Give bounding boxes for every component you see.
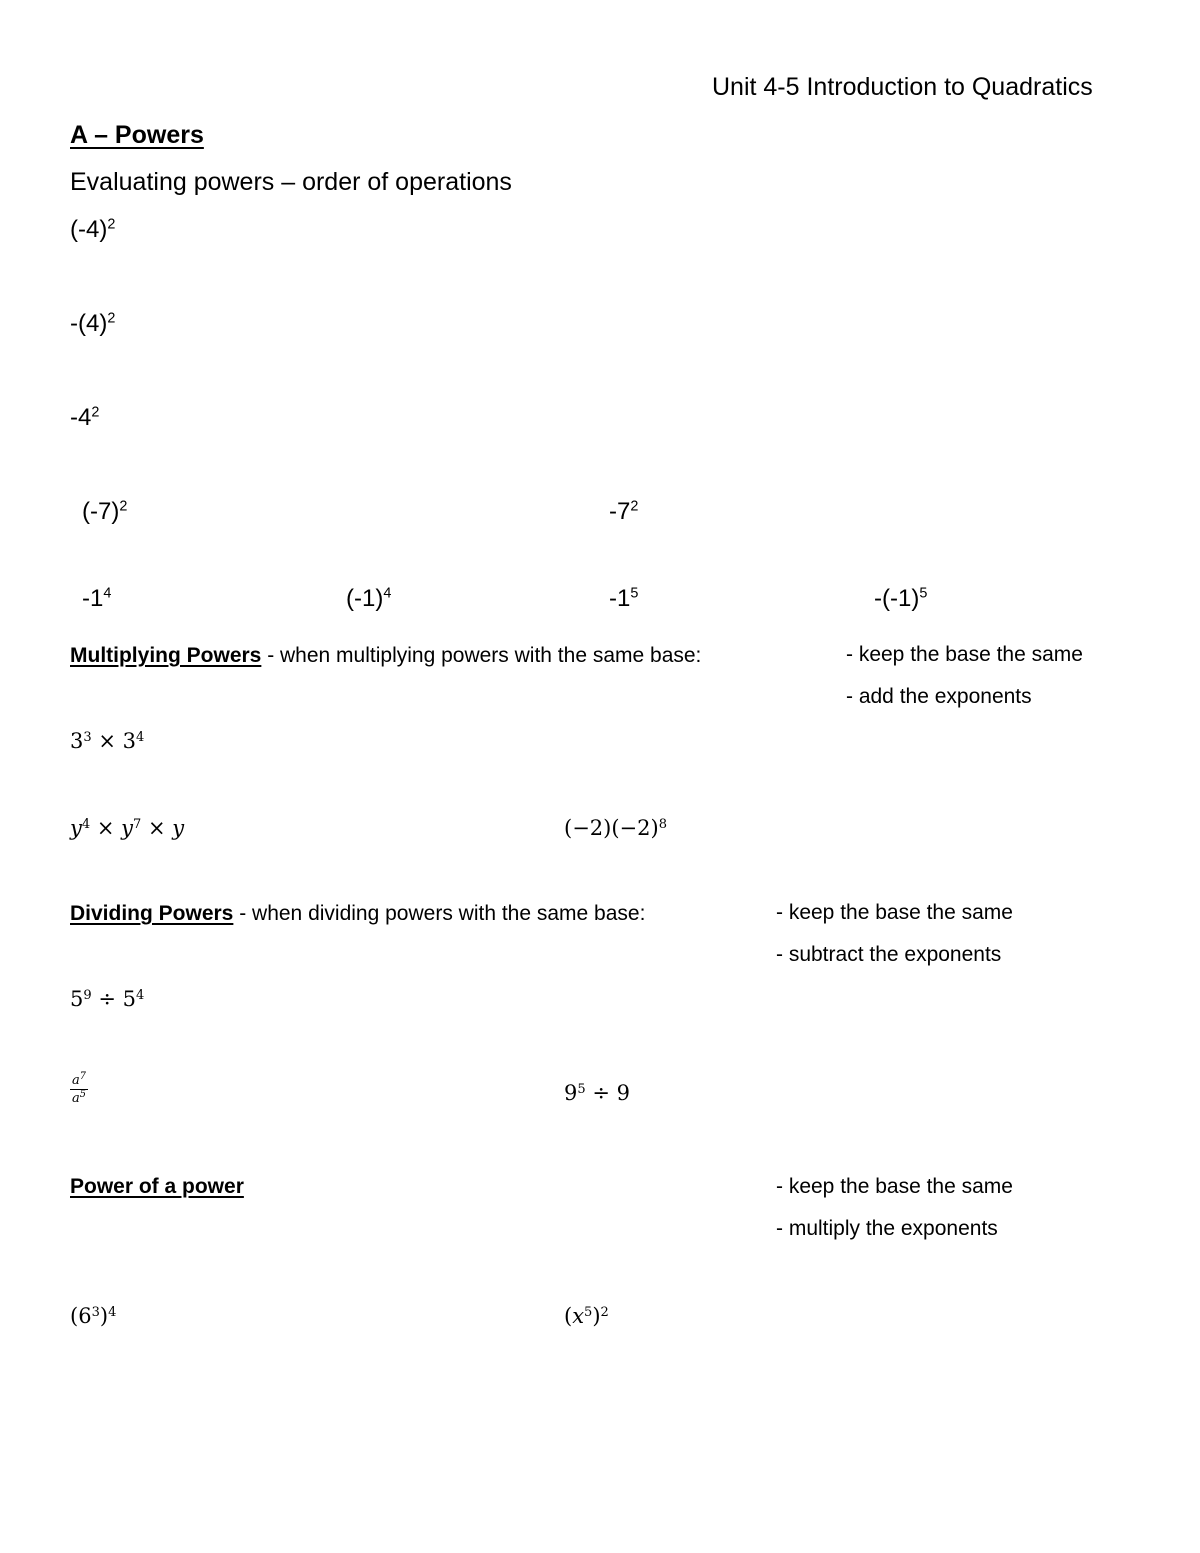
eval-problem-9: $-(-1)^5$ xyxy=(874,585,928,612)
multiplying-rule-2: - add the exponents xyxy=(846,685,1032,708)
unit-title: Unit 4-5 Introduction to Quadratics xyxy=(712,73,1093,101)
power-of-power-heading: Power of a power xyxy=(70,1175,244,1198)
eval-problem-6: $-1^4$ xyxy=(82,585,112,612)
multiplying-problem-3: $(-2)(-2)^8$ xyxy=(564,816,667,840)
eval-problem-8: $-1^5$ xyxy=(609,585,639,612)
power-of-power-problem-1: $(6^3)^4$ xyxy=(70,1304,117,1328)
eval-problem-7: $(-1)^4$ xyxy=(346,585,392,612)
dividing-rule-2: - subtract the exponents xyxy=(776,943,1002,966)
dividing-powers-heading: Dividing Powers xyxy=(70,902,234,925)
fraction-denominator: $a^5$ xyxy=(72,1089,86,1106)
eval-problem-4: $(-7)^2$ xyxy=(82,498,128,525)
fraction-numerator: $a^7$ xyxy=(72,1071,86,1088)
multiplying-rule-1: - keep the base the same xyxy=(846,643,1083,666)
evaluating-powers-heading: Evaluating powers – order of operations xyxy=(70,168,512,196)
multiplying-problem-1: $3^3 \times 3^4$ xyxy=(70,729,145,753)
dividing-rule-1: - keep the base the same xyxy=(776,901,1013,924)
eval-problem-1: $(-4)^2$ xyxy=(70,216,116,243)
multiplying-powers-line xyxy=(70,640,701,671)
multiplying-powers-description: - when multiplying powers with the same base: xyxy=(261,644,702,667)
dividing-problem-3: $9^5 \div 9$ xyxy=(564,1081,630,1105)
eval-problem-3: $-4^2$ xyxy=(70,404,100,431)
multiplying-problem-2: $y^4 \times y^7 \times y$ xyxy=(70,816,185,840)
power-of-power-rule-1: - keep the base the same xyxy=(776,1175,1013,1198)
eval-problem-5: $-7^2$ xyxy=(609,498,639,525)
section-heading: A – Powers xyxy=(70,121,204,149)
dividing-powers-line xyxy=(70,898,645,929)
eval-problem-2: $-(4)^2$ xyxy=(70,310,116,337)
dividing-powers-description: - when dividing powers with the same base: xyxy=(233,902,646,925)
dividing-problem-2-fraction xyxy=(70,1071,88,1106)
multiplying-powers-heading: Multiplying Powers xyxy=(70,644,262,667)
power-of-power-rule-2: - multiply the exponents xyxy=(776,1217,998,1240)
power-of-power-problem-2: $(x^5)^2$ xyxy=(564,1304,609,1328)
dividing-problem-1: $5^9 \div 5^4$ xyxy=(70,987,145,1011)
